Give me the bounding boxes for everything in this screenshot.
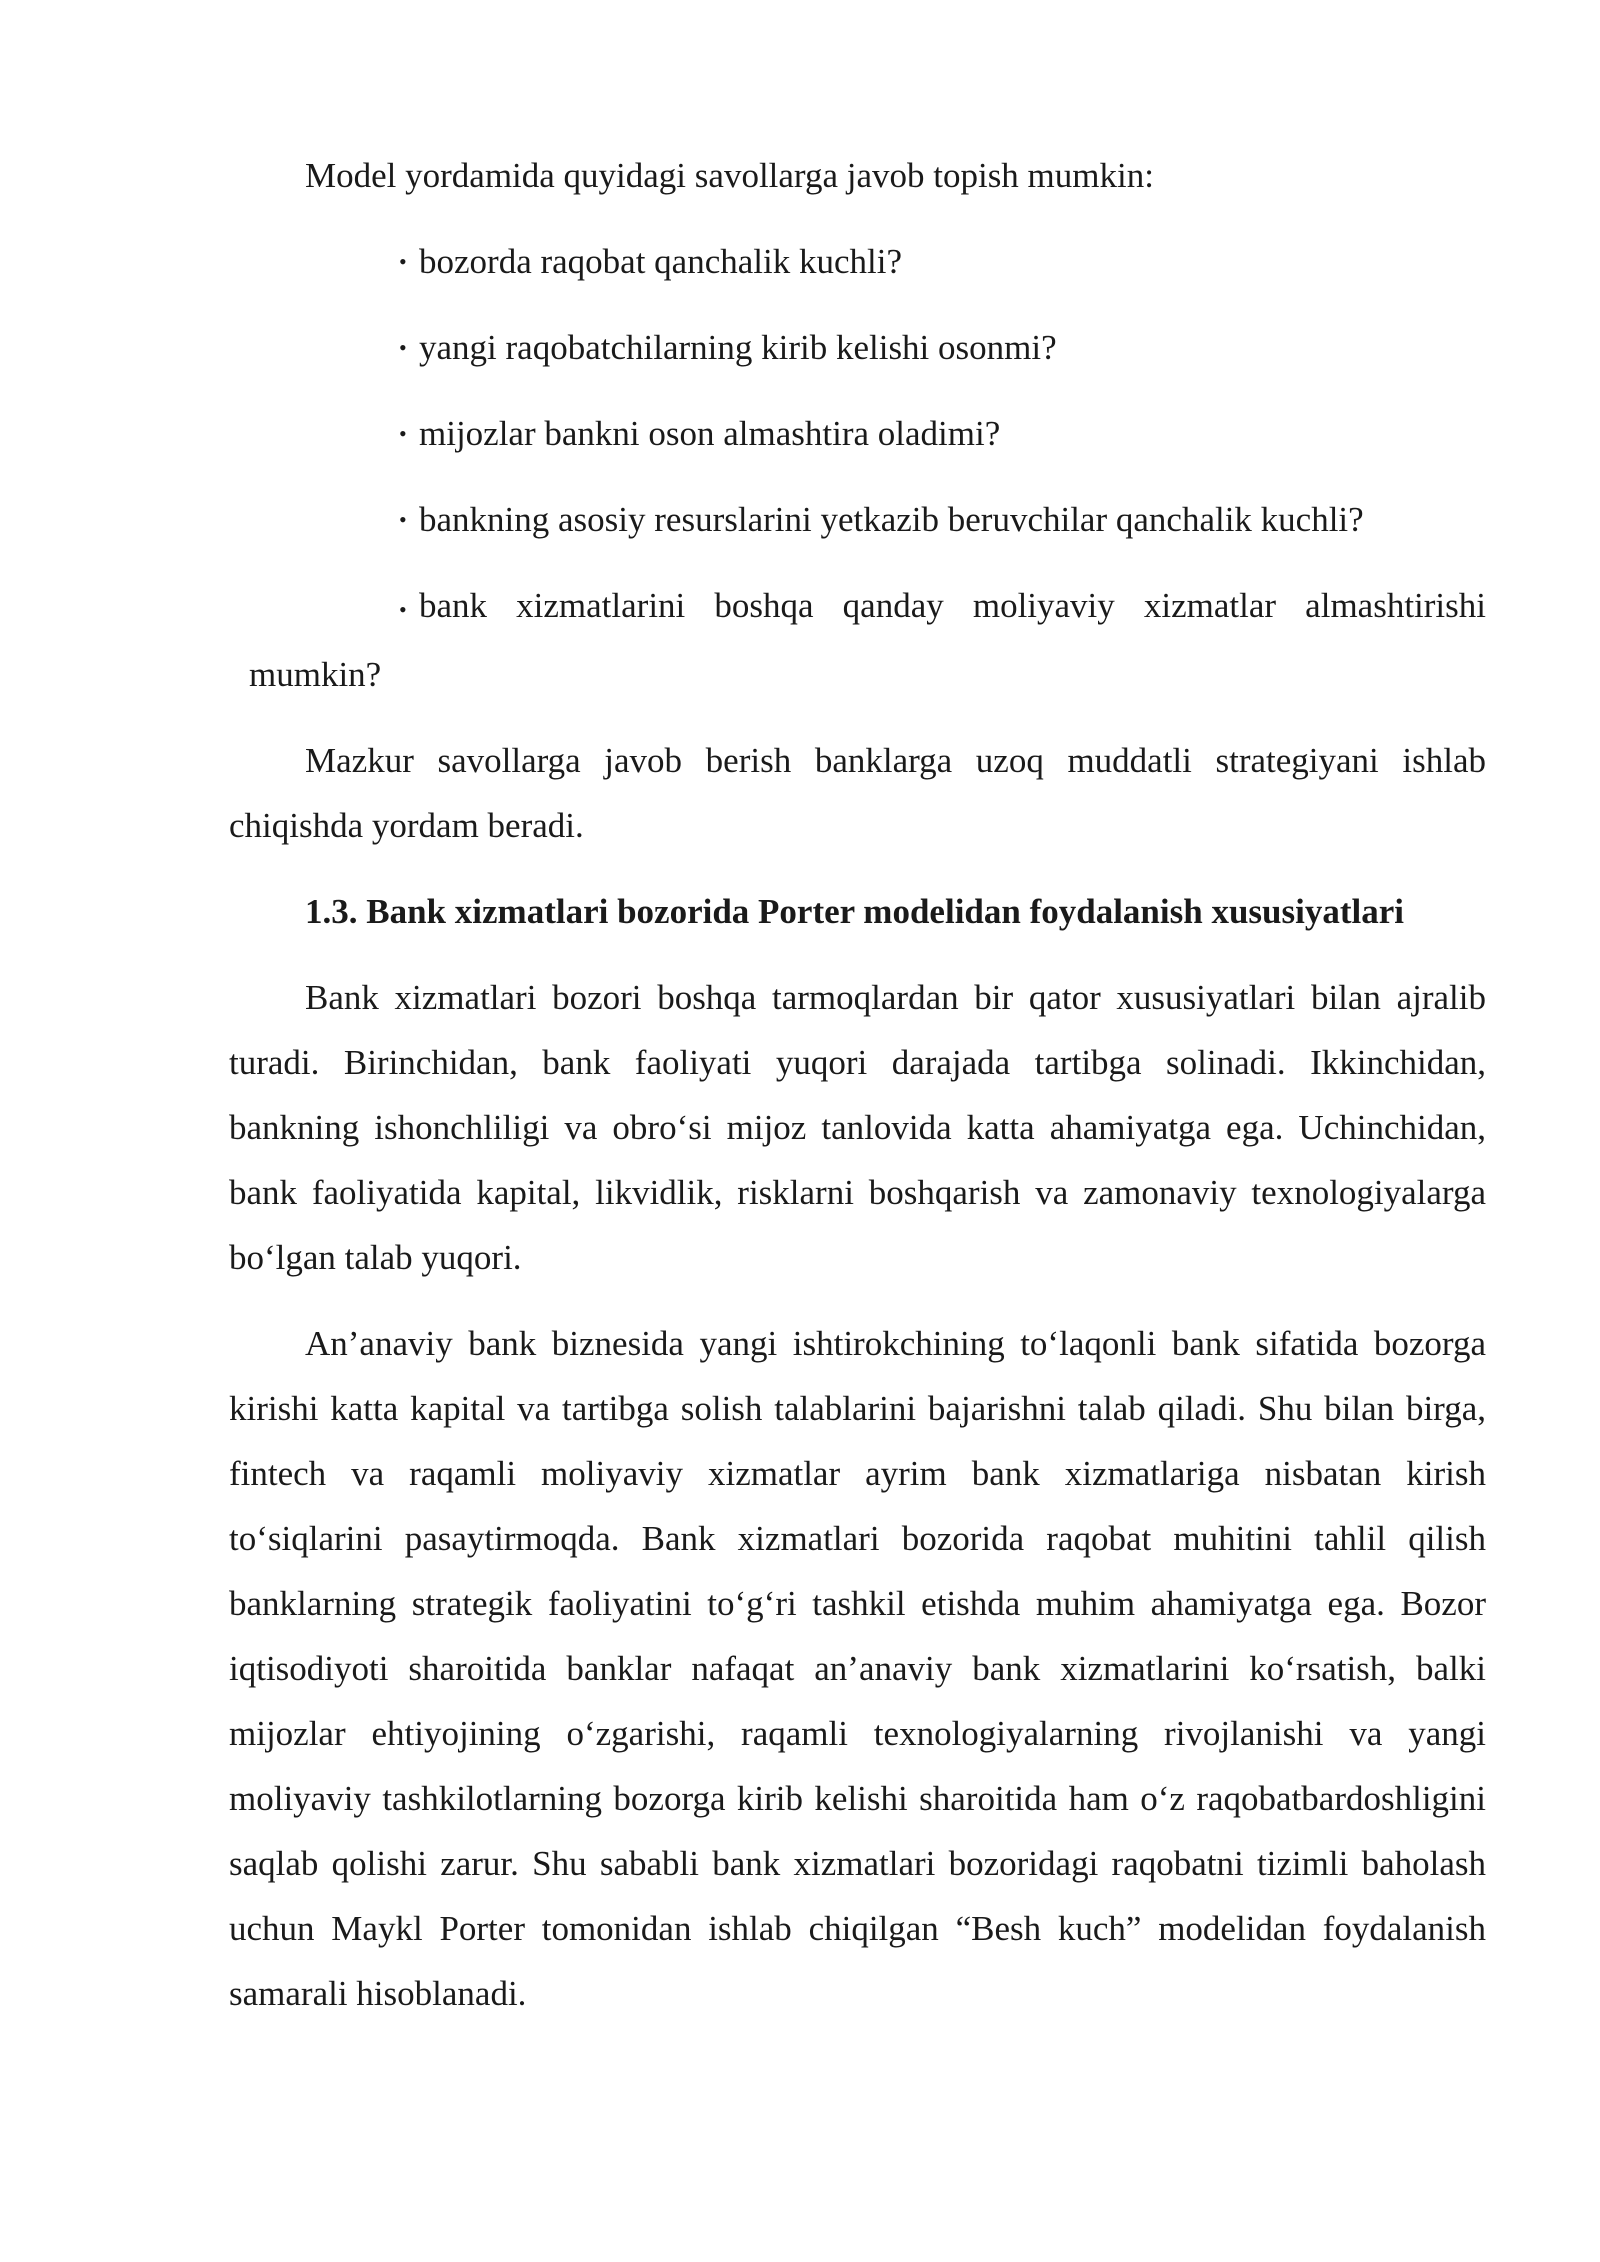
bullet-icon: • bbox=[399, 597, 407, 622]
body-paragraph-2: An’anaviy bank biznesida yangi ishtirokchining to‘laqonli bank sifatida bozorga kirishi katta kapital va tartibga solish talablarini bajarishni talab qiladi. Shu bilan birga, fintech va raqamli moliyaviy xizmatlar ayrim bank xizmatlariga nisbatan kirish to‘siqlarini pasaytirmoqda. Bank xizmatlari bozorida raqobat muhitini tahlil qilish banklarning strategik faoliyatini to‘g‘ri tashkil etishda muhim ahamiyatga ega. Bozor iqtisodiyoti sharoitida banklar nafaqat an’anaviy bank xizmatlarini ko‘rsatish, balki mijozlar ehtiyojining o‘zgarishi, raqamli texnologiyalarning rivojlanishi va yangi moliyaviy tashkilotlarning bozorga kirib kelishi sharoitida ham o‘z raqobatbardoshligini saqlab qolishi zarur. Shu sababli bank xizmatlari bozoridagi raqobatni tizimli baholash uchun Maykl Porter tomonidan ishlab chiqilgan “Besh kuch” modelidan foydalanish samarali hisoblanadi. bbox=[229, 1324, 1486, 2013]
list-item bbox=[229, 573, 1486, 707]
bullet-icon: • bbox=[399, 249, 407, 274]
body-paragraph-1: Bank xizmatlari bozori boshqa tarmoqlardan bir qator xususiyatlari bilan ajralib turadi. Birinchidan, bank faoliyati yuqori darajada tartibga solinadi. Ikkinchidan, bankning ishonchliligi va obro‘si mijoz tanlovida katta ahamiyatga ega. Uchinchidan, bank faoliyatida kapital, likvidlik, risklarni boshqarish va zamonaviy texnologiyalarga bo‘lgan talab yuqori. bbox=[229, 978, 1486, 1277]
question-list bbox=[229, 229, 1486, 707]
list-item-text: yangi raqobatchilarning kirib kelishi osonmi? bbox=[419, 328, 1057, 367]
page-content bbox=[229, 143, 1486, 2047]
conclusion-paragraph: Mazkur savollarga javob berish banklarga uzoq muddatli strategiyani ishlab chiqishda yordam beradi. bbox=[229, 741, 1486, 845]
intro-paragraph: Model yordamida quyidagi savollarga javob topish mumkin: bbox=[305, 156, 1154, 195]
list-item-text: bankning asosiy resurslarini yetkazib beruvchilar qanchalik kuchli? bbox=[419, 500, 1364, 539]
list-item-first-line bbox=[229, 573, 1486, 642]
list-item-text: bank xizmatlarini boshqa qanday moliyaviy xizmatlar almashtirishi bbox=[419, 586, 1486, 625]
section-heading: 1.3. Bank xizmatlari bozorida Porter modelidan foydalanish xususiyatlari bbox=[305, 892, 1404, 931]
bullet-icon: • bbox=[399, 335, 407, 360]
bullet-icon: • bbox=[399, 421, 407, 446]
list-item-text: mijozlar bankni oson almashtira oladimi? bbox=[419, 414, 1001, 453]
list-item bbox=[229, 315, 1486, 380]
bullet-icon: • bbox=[399, 507, 407, 532]
list-item bbox=[229, 229, 1486, 294]
list-item bbox=[229, 487, 1486, 552]
list-item-continuation: mumkin? bbox=[249, 655, 382, 694]
list-item bbox=[229, 401, 1486, 466]
list-item-text: bozorda raqobat qanchalik kuchli? bbox=[419, 242, 902, 281]
